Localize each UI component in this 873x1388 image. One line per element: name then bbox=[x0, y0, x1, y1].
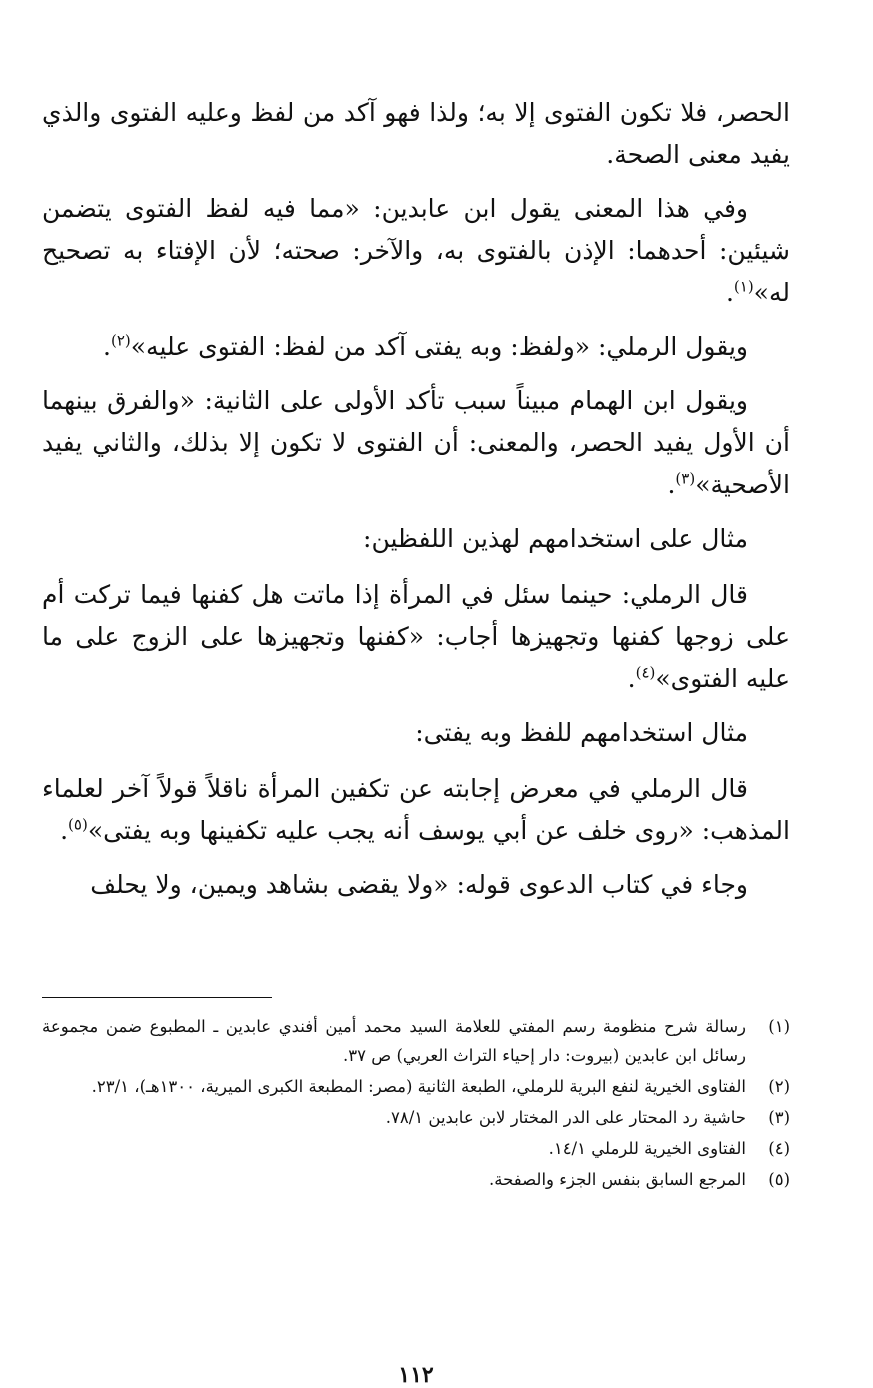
section-heading bbox=[42, 518, 790, 560]
footnote-text: حاشية رد المحتار على الدر المختار لابن عابدين ٧٨/١. bbox=[385, 1108, 746, 1127]
footnote-divider bbox=[42, 997, 272, 998]
section-heading bbox=[42, 712, 790, 754]
footnote bbox=[42, 1012, 790, 1070]
paragraph-text: وجاء في كتاب الدعوى قوله: «ولا يقضى بشاهد ويمين، ولا يحلف bbox=[90, 870, 748, 899]
footnote-text: المرجع السابق بنفس الجزء والصفحة. bbox=[489, 1170, 746, 1189]
paragraph: ويقول الرملي: «ولفظ: وبه يفتى آكد من لفظ: الفتوى عليه»$^{(٢)}$. bbox=[103, 331, 748, 361]
page-content bbox=[42, 92, 790, 1388]
paragraph-text: قال الرملي: حينما سئل في المرأة إذا ماتت هل كفنها فيما تركت أم على زوجها كفنها وتجهيزها أجاب: «كفنها وتجهيزها على الزوج على ما عليه الفتوى» bbox=[42, 580, 790, 693]
footnote-reference[interactable]: (٢) bbox=[110, 331, 131, 350]
heading-text: مثال استخدامهم للفظ وبه يفتى: bbox=[415, 718, 748, 747]
footnote-number: (١) bbox=[768, 1017, 790, 1036]
paragraph-text: ويقول الرملي: «ولفظ: وبه يفتى آكد من لفظ: الفتوى عليه» bbox=[130, 332, 748, 361]
paragraph: ويقول ابن الهمام مبيناً سبب تأكد الأولى على الثانية: «والفرق بينهما أن الأول يفيد الحصر، والمعنى: أن الفتوى لا تكون إلا بذلك، والثاني يفيد الأصحية»$^{(٣)}$. bbox=[42, 386, 790, 499]
footnote-reference[interactable]: (٥) bbox=[68, 815, 88, 834]
page-number: ١١٢ bbox=[398, 1362, 434, 1388]
paragraph-text: الحصر، فلا تكون الفتوى إلا به؛ ولذا فهو آكد من لفظ وعليه الفتوى والذي يفيد معنى الصحة. bbox=[42, 98, 790, 169]
footnote-reference[interactable]: (٣) bbox=[675, 469, 696, 488]
paragraph: وفي هذا المعنى يقول ابن عابدين: «مما فيه لفظ الفتوى يتضمن شيئين: أحدهما: الإذن بالفتوى به، والآخر: صحته؛ لأن الإفتاء به تصحيح له»$^{(١)}$. bbox=[42, 194, 790, 307]
heading-text: مثال على استخدامهم لهذين اللفظين: bbox=[363, 524, 748, 553]
footnote-text: الفتاوى الخيرية لنفع البرية للرملي، الطبعة الثانية (مصر: المطبعة الكبرى الميرية، ١٣٠٠هـ)، ٢٣/١. bbox=[91, 1077, 746, 1096]
footnote-text: الفتاوى الخيرية للرملي ١٤/١. bbox=[548, 1139, 746, 1158]
footnote-number: (٤) bbox=[768, 1139, 790, 1158]
footnote-number: (٣) bbox=[768, 1108, 790, 1127]
paragraph: قال الرملي: حينما سئل في المرأة إذا ماتت هل كفنها فيما تركت أم على زوجها كفنها وتجهيزها أجاب: «كفنها وتجهيزها على الزوج على ما عليه الفتوى»$^{(٤)}$. bbox=[42, 580, 790, 693]
paragraph bbox=[42, 92, 790, 176]
main-text bbox=[42, 92, 790, 906]
footnote-reference[interactable]: (٤) bbox=[635, 663, 656, 682]
footnote-reference[interactable]: (١) bbox=[733, 277, 754, 296]
paragraph: قال الرملي في معرض إجابته عن تكفين المرأة ناقلاً قولاً آخر لعلماء المذهب: «روى خلف عن أبي يوسف أنه يجب عليه تكفينها وبه يفتى»$^{(٥)}$. bbox=[42, 774, 790, 845]
paragraph-text: وفي هذا المعنى يقول ابن عابدين: «مما فيه لفظ الفتوى يتضمن شيئين: أحدهما: الإذن بالفتوى به، والآخر: صحته؛ لأن الإفتاء به تصحيح له» bbox=[42, 194, 790, 307]
footnote bbox=[42, 1103, 790, 1132]
paragraph-text: قال الرملي في معرض إجابته عن تكفين المرأة ناقلاً قولاً آخر لعلماء المذهب: «روى خلف عن أبي يوسف أنه يجب عليه تكفينها وبه يفتى» bbox=[42, 774, 790, 845]
footnote-text: رسالة شرح منظومة رسم المفتي للعلامة السيد محمد أمين أفندي عابدين ـ المطبوع ضمن مجموعة رسائل ابن عابدين (بيروت: دار إحياء التراث العربي) ص ٣٧. bbox=[42, 1017, 746, 1065]
footnote bbox=[42, 1072, 790, 1101]
footnote bbox=[42, 1134, 790, 1163]
footnotes bbox=[42, 1012, 790, 1196]
footnote-number: (٥) bbox=[768, 1170, 790, 1189]
paragraph bbox=[42, 864, 790, 906]
footnote bbox=[42, 1165, 790, 1194]
footnote-number: (٢) bbox=[768, 1077, 790, 1096]
paragraph-text: ويقول ابن الهمام مبيناً سبب تأكد الأولى على الثانية: «والفرق بينهما أن الأول يفيد الحصر، والمعنى: أن الفتوى لا تكون إلا بذلك، والثاني يفيد الأصحية» bbox=[42, 386, 790, 499]
